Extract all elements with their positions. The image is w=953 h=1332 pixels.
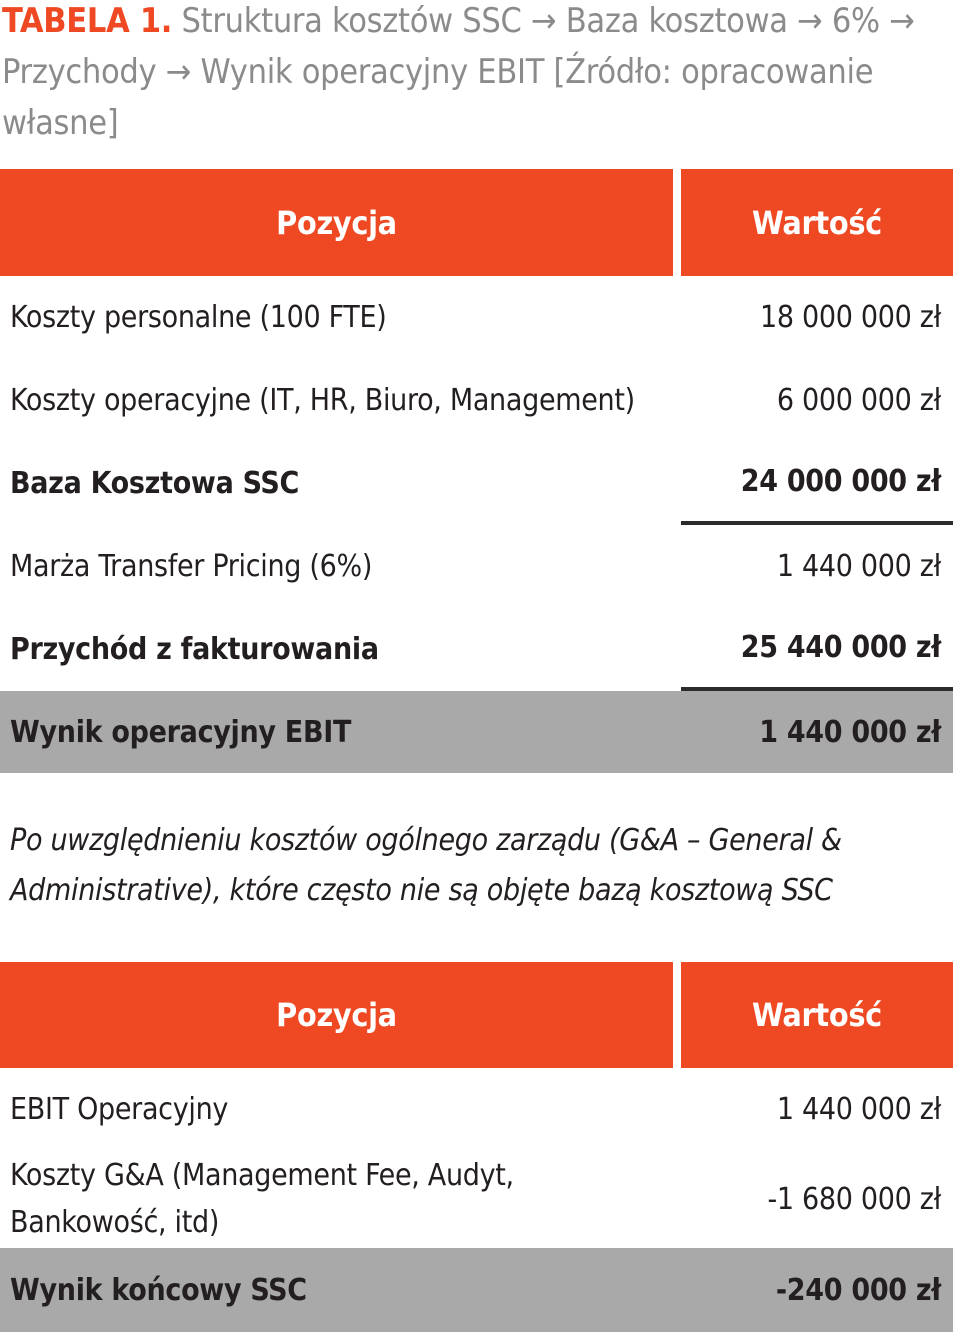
summary-row (0, 691, 953, 773)
table-row (0, 1068, 953, 1151)
cost-structure-table (0, 169, 953, 773)
table-header-row (0, 169, 953, 276)
table-row (0, 525, 953, 608)
table-caption-text: Struktura kosztów SSC → Baza kosztowa → 6% → Przychody → Wynik operacyjny EBIT [Źródło: opracowanie własne] (2, 1, 915, 143)
row-label: Przychód z fakturowania (10, 632, 379, 667)
table-caption-number: TABELA 1. (2, 1, 173, 41)
row-label: EBIT Operacyjny (10, 1092, 229, 1127)
subtotal-row (0, 442, 953, 525)
row-value: 18 000 000 zł (760, 300, 941, 335)
row-value: 1 440 000 zł (759, 714, 941, 750)
row-value: 1 440 000 zł (776, 1092, 941, 1127)
row-value: 6 000 000 zł (776, 383, 941, 418)
row-label-text: Koszty G&A (Management Fee, Audyt, Bankowość, itd) (10, 1158, 514, 1240)
summary-row (0, 1248, 953, 1332)
row-value: 25 440 000 zł (681, 608, 953, 691)
row-label: Koszty operacyjne (IT, HR, Biuro, Management) (10, 383, 635, 418)
row-label: Marża Transfer Pricing (6%) (10, 549, 373, 584)
row-value: -1 680 000 zł (767, 1182, 941, 1217)
row-label: Koszty personalne (100 FTE) (10, 300, 387, 335)
table-row (0, 276, 953, 359)
row-value: -240 000 zł (775, 1272, 941, 1308)
row-value: 24 000 000 zł (681, 442, 953, 525)
row-label (0, 1151, 673, 1248)
table-row (0, 1151, 953, 1248)
column-header-wartosc: Wartość (681, 169, 953, 276)
column-header-pozycja: Pozycja (0, 169, 673, 276)
row-label: Baza Kosztowa SSC (10, 466, 299, 501)
table-header-row (0, 962, 953, 1068)
final-result-table (0, 962, 953, 1332)
row-label: Wynik końcowy SSC (10, 1272, 307, 1308)
note-text: Po uwzględnieniu kosztów ogólnego zarządu (G&A – General & Administrative), które często nie są objęte bazą kosztową SSC (10, 823, 842, 908)
row-label: Wynik operacyjny EBIT (10, 714, 352, 750)
column-header-wartosc: Wartość (681, 962, 953, 1068)
table-row (0, 359, 953, 442)
row-value: 1 440 000 zł (776, 549, 941, 584)
subtotal-row (0, 608, 953, 691)
table-caption (2, 0, 953, 149)
column-header-pozycja: Pozycja (0, 962, 673, 1068)
